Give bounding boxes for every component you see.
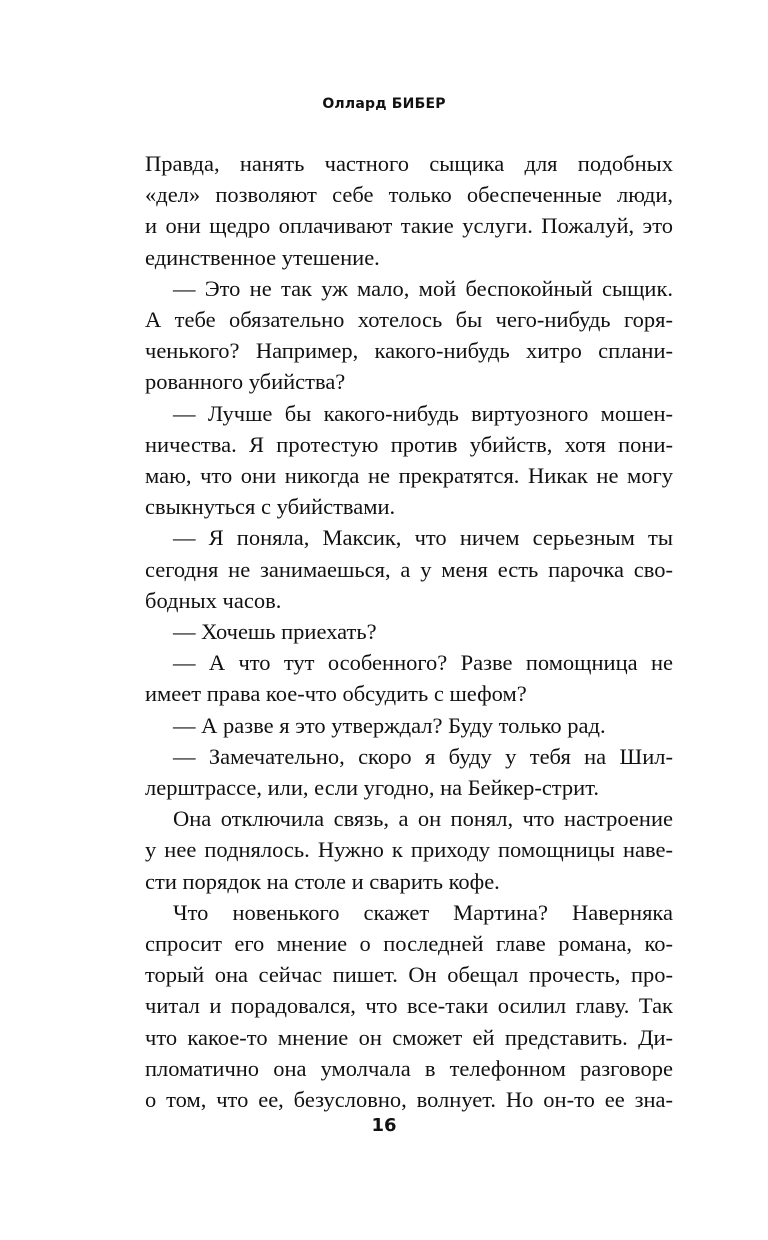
text-line: — А что тут особенного? Разве помощница не	[173, 650, 673, 676]
text-line: — Лучше бы какого-нибудь виртуозного мошен-	[173, 400, 673, 426]
text-line: единственное утешение.	[145, 244, 380, 270]
text-line: сти порядок на столе и сварить кофе.	[145, 868, 500, 894]
text-line: рованного убийства?	[145, 369, 346, 395]
running-header: Оллард БИБЕР	[322, 96, 446, 112]
text-line: спросит его мнение о последней главе романа, ко-	[145, 931, 673, 957]
text-line: свыкнуться с убийствами.	[145, 494, 396, 520]
paragraph	[145, 398, 673, 523]
text-line: ченького? Например, какого-нибудь хитро сплани-	[145, 338, 673, 364]
paragraph	[145, 710, 673, 741]
text-line: имеет права кое-что обсудить с шефом?	[145, 681, 527, 707]
text-line: — Замечательно, скоро я буду у тебя на Шил-	[173, 743, 673, 769]
page-number: 16	[371, 1115, 397, 1136]
body-text	[145, 148, 673, 1115]
paragraph	[145, 522, 673, 616]
text-line: сегодня не занимаешься, а у меня есть парочка сво-	[145, 556, 673, 582]
paragraph	[145, 647, 673, 709]
text-line: о том, что ее, безусловно, волнует. Но он-то ее зна-	[145, 1087, 673, 1113]
text-line: — Я поняла, Максик, что ничем серьезным ты	[173, 525, 673, 551]
paragraph	[145, 803, 673, 897]
text-line: маю, что они никогда не прекратятся. Никак не могу	[145, 463, 673, 489]
text-line: ничества. Я протестую против убийств, хотя пони-	[145, 431, 673, 457]
text-line: «дел» позволяют себе только обеспеченные люди,	[145, 182, 673, 208]
text-line: — А разве я это утверждал? Буду только рад.	[173, 712, 606, 738]
paragraph	[145, 616, 673, 647]
text-line: и они щедро оплачивают такие услуги. Пожалуй, это	[145, 213, 673, 239]
text-line: пломатично она умолчала в телефонном разговоре	[145, 1055, 673, 1081]
text-line: бодных часов.	[145, 587, 282, 613]
text-line: Она отключила связь, а он понял, что настроение	[173, 806, 673, 832]
text-line: Что новенького скажет Мартина? Наверняка	[173, 899, 673, 925]
text-line: — Хочешь приехать?	[173, 619, 377, 645]
text-line: А тебе обязательно хотелось бы чего-нибудь горя-	[145, 307, 673, 333]
text-line: Правда, нанять частного сыщика для подобных	[145, 151, 673, 176]
text-line: у нее поднялось. Нужно к приходу помощницы наве-	[145, 837, 673, 863]
text-line: что какое-то мнение он сможет ей представить. Ди-	[145, 1024, 673, 1050]
paragraph	[145, 897, 673, 1115]
paragraph	[145, 148, 673, 273]
text-line: читал и порадовался, что все-таки осилил главу. Так	[145, 993, 673, 1019]
paragraph	[145, 741, 673, 803]
text-line: торый она сейчас пишет. Он обещал прочесть, про-	[145, 962, 673, 988]
text-line: — Это не так уж мало, мой беспокойный сыщик.	[173, 275, 673, 301]
text-line: лерштрассе, или, если угодно, на Бейкер-стрит.	[145, 775, 599, 801]
paragraph	[145, 273, 673, 398]
